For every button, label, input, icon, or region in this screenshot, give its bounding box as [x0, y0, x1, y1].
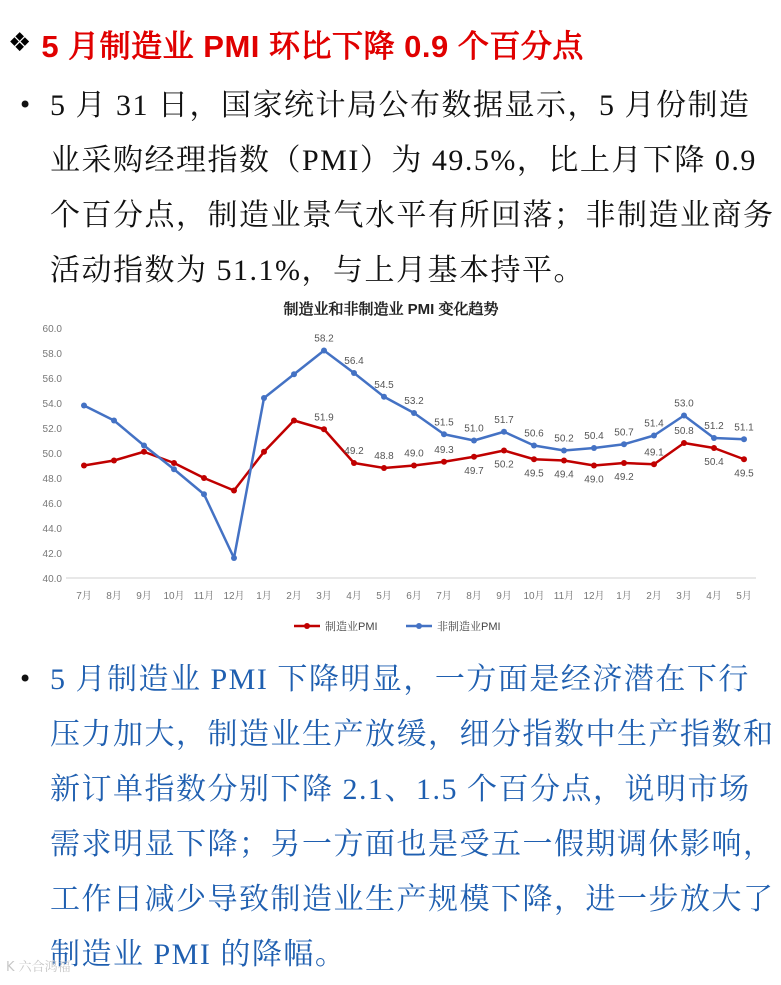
y-tick-label: 54.0: [42, 399, 62, 410]
x-tick-label: 12月: [223, 591, 245, 602]
y-tick-label: 48.0: [42, 474, 62, 485]
diamond-bullet-icon: ❖: [8, 28, 32, 58]
y-tick-label: 44.0: [42, 524, 62, 535]
paragraph-analysis: [18, 652, 775, 982]
paragraph-summary: [18, 78, 775, 298]
x-tick-label: 2月: [646, 591, 662, 602]
data-point-manufacturing: [201, 475, 207, 481]
x-tick-label: 5月: [736, 591, 752, 602]
bullet-dot-icon: •: [18, 665, 33, 693]
data-point-nonmanufacturing: [171, 466, 177, 472]
legend-manufacturing-marker: [304, 623, 310, 629]
data-labels: [314, 334, 754, 486]
data-point-manufacturing: [171, 460, 177, 466]
data-point-manufacturing: [651, 461, 657, 467]
data-label-manufacturing: 50.4: [704, 457, 724, 468]
x-tick-label: 5月: [376, 591, 392, 602]
legend: [294, 619, 501, 633]
y-tick-label: 40.0: [42, 574, 62, 585]
x-tick-label: 8月: [106, 591, 122, 602]
data-label-manufacturing: 49.1: [644, 447, 664, 459]
data-point-manufacturing: [711, 445, 717, 451]
y-tick-label: 56.0: [42, 374, 62, 385]
data-point-nonmanufacturing: [471, 438, 477, 444]
data-label-nonmanufacturing: 51.1: [734, 422, 754, 434]
data-point-manufacturing: [261, 449, 267, 455]
data-point-nonmanufacturing: [381, 394, 387, 400]
data-point-nonmanufacturing: [351, 370, 357, 376]
data-point-manufacturing: [291, 418, 297, 424]
data-point-nonmanufacturing: [501, 429, 507, 435]
paragraph-summary-text: 5 月 31 日，国家统计局公布数据显示，5 月份制造业采购经理指数（PMI）为 49.5%，比上月下降 0.9 个百分点，制造业景气水平有所回落；非制造业商务活动指数为 51.1%，与上月基本持平。: [50, 89, 775, 287]
data-point-nonmanufacturing: [261, 395, 267, 401]
x-tick-label: 1月: [616, 591, 632, 602]
data-point-manufacturing: [411, 463, 417, 469]
data-label-nonmanufacturing: 50.6: [524, 428, 544, 440]
data-label-nonmanufacturing: 53.2: [404, 396, 424, 407]
x-tick-label: 9月: [496, 591, 512, 602]
data-point-nonmanufacturing: [141, 443, 147, 449]
x-tick-label: 7月: [76, 591, 92, 602]
data-point-manufacturing: [81, 463, 87, 469]
data-point-manufacturing: [321, 426, 327, 432]
x-tick-label: 3月: [316, 591, 332, 602]
data-point-manufacturing: [741, 456, 747, 462]
watermark-logo: K 六合鸿福: [6, 960, 71, 975]
y-tick-label: 50.0: [42, 449, 62, 460]
data-label-manufacturing: 48.8: [374, 451, 394, 462]
data-point-nonmanufacturing: [621, 441, 627, 447]
data-label-manufacturing: 49.2: [344, 446, 364, 457]
data-point-nonmanufacturing: [291, 371, 297, 377]
data-point-nonmanufacturing: [711, 435, 717, 441]
data-point-manufacturing: [231, 488, 237, 494]
data-label-manufacturing: 49.4: [554, 469, 574, 481]
data-label-nonmanufacturing: 58.2: [314, 333, 334, 345]
data-label-nonmanufacturing: 51.7: [494, 414, 514, 426]
data-label-nonmanufacturing: 50.7: [614, 427, 634, 439]
x-tick-label: 10月: [163, 591, 185, 602]
data-point-nonmanufacturing: [411, 410, 417, 416]
x-tick-label: 12月: [583, 591, 605, 602]
data-point-manufacturing: [591, 463, 597, 469]
data-point-nonmanufacturing: [741, 436, 747, 442]
data-point-manufacturing: [681, 440, 687, 446]
data-label-manufacturing: 50.2: [494, 459, 514, 471]
legend-nonmanufacturing: [406, 619, 501, 633]
data-label-manufacturing: 49.0: [584, 474, 604, 486]
section-title-text: 5 月制造业 PMI 环比下降 0.9 个百分点: [41, 28, 584, 64]
bullet-dot-icon: •: [18, 91, 33, 119]
data-label-nonmanufacturing: 51.4: [644, 418, 664, 430]
data-label-manufacturing: 51.9: [314, 412, 334, 424]
chart-title: 制造业和非制造业 PMI 变化趋势: [283, 301, 499, 318]
data-point-manufacturing: [141, 449, 147, 455]
section-title: [8, 18, 584, 68]
data-point-manufacturing: [441, 459, 447, 465]
data-point-manufacturing: [351, 460, 357, 466]
x-tick-label: 10月: [523, 591, 545, 602]
data-point-nonmanufacturing: [441, 431, 447, 437]
legend-manufacturing: [294, 619, 378, 633]
data-point-nonmanufacturing: [201, 491, 207, 497]
data-point-manufacturing: [471, 454, 477, 460]
data-point-nonmanufacturing: [81, 403, 87, 409]
data-label-manufacturing: 49.5: [524, 468, 544, 480]
x-tick-label: 1月: [256, 591, 272, 602]
data-point-manufacturing: [621, 460, 627, 466]
data-point-nonmanufacturing: [651, 433, 657, 439]
data-label-nonmanufacturing: 51.5: [434, 417, 454, 429]
data-point-nonmanufacturing: [531, 443, 537, 449]
data-point-nonmanufacturing: [321, 348, 327, 354]
y-tick-label: 52.0: [42, 424, 62, 435]
x-tick-label: 7月: [436, 591, 452, 602]
data-point-manufacturing: [531, 456, 537, 462]
data-label-nonmanufacturing: 56.4: [344, 356, 364, 367]
legend-nonmanufacturing-label: 非制造业PMI: [437, 621, 501, 633]
data-label-manufacturing: 49.2: [614, 472, 634, 483]
y-tick-label: 58.0: [42, 349, 62, 360]
x-tick-label: 6月: [406, 591, 422, 602]
data-label-nonmanufacturing: 54.5: [374, 379, 394, 391]
x-axis-ticks: [76, 590, 752, 602]
pmi-trend-chart: [26, 292, 756, 642]
y-tick-label: 42.0: [42, 549, 62, 560]
x-tick-label: 3月: [676, 591, 692, 602]
data-point-manufacturing: [561, 458, 567, 464]
y-axis-ticks: [43, 324, 63, 585]
legend-nonmanufacturing-marker: [416, 623, 422, 629]
x-tick-label: 11月: [193, 591, 215, 602]
x-tick-label: 4月: [346, 591, 362, 602]
x-tick-label: 11月: [553, 591, 575, 602]
x-tick-label: 9月: [136, 591, 152, 602]
data-label-nonmanufacturing: 50.4: [584, 431, 604, 442]
data-point-manufacturing: [501, 448, 507, 454]
y-tick-label: 60.0: [42, 324, 62, 335]
data-point-nonmanufacturing: [231, 555, 237, 561]
x-tick-label: 4月: [706, 591, 722, 602]
data-label-nonmanufacturing: 51.0: [464, 423, 484, 435]
data-label-manufacturing: 49.3: [434, 444, 454, 456]
x-tick-label: 8月: [466, 591, 482, 602]
data-point-nonmanufacturing: [681, 413, 687, 419]
data-label-manufacturing: 49.0: [404, 448, 424, 460]
data-label-manufacturing: 49.5: [734, 468, 754, 480]
x-tick-label: 2月: [286, 591, 302, 602]
legend-manufacturing-label: 制造业PMI: [325, 621, 378, 633]
data-point-nonmanufacturing: [561, 448, 567, 454]
y-tick-label: 46.0: [42, 499, 62, 510]
data-point-manufacturing: [381, 465, 387, 471]
data-label-nonmanufacturing: 53.0: [674, 398, 694, 410]
data-label-nonmanufacturing: 50.2: [554, 433, 574, 445]
paragraph-analysis-text: 5 月制造业 PMI 下降明显，一方面是经济潜在下行压力加大，制造业生产放缓，细分指数中生产指数和新订单指数分别下降 2.1、1.5 个百分点，说明市场需求明显下降；另一方面也是受五一假期调休影响，工作日减少导致制造业生产规模下降，进一步放大了制造业 PMI 的降幅。: [50, 663, 775, 971]
data-point-manufacturing: [111, 458, 117, 464]
data-point-nonmanufacturing: [591, 445, 597, 451]
data-label-manufacturing: 50.8: [674, 426, 694, 437]
data-label-manufacturing: 49.7: [464, 465, 484, 477]
data-label-nonmanufacturing: 51.2: [704, 421, 724, 432]
data-point-nonmanufacturing: [111, 418, 117, 424]
